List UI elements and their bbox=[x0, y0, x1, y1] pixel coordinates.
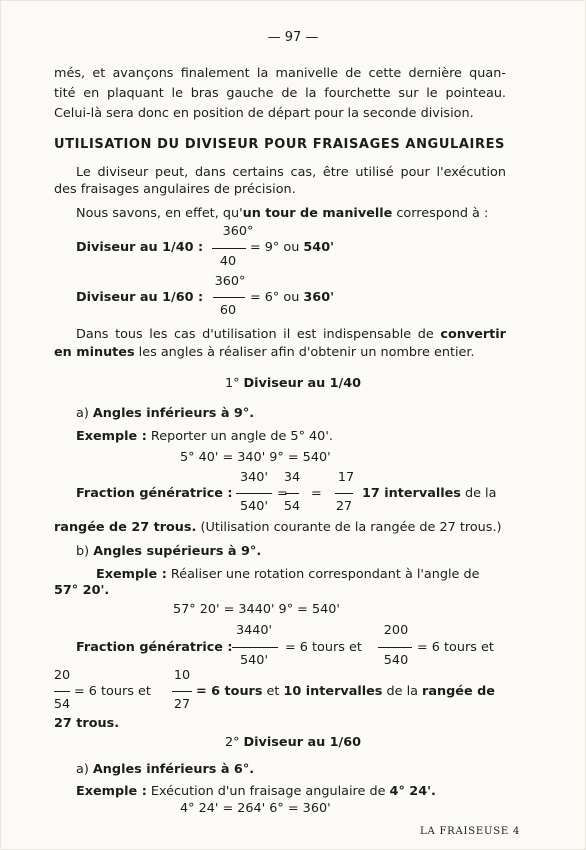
conversion-line: 4° 24' = 264' 6° = 360' bbox=[180, 801, 331, 816]
fraction-result: = 6° ou 360' bbox=[250, 290, 335, 305]
example-line: Exemple : Reporter un angle de 5° 40'. bbox=[76, 429, 333, 444]
generating-fraction-label: Fraction génératrice : bbox=[76, 486, 233, 501]
fraction-tail: = 6 tours et 10 intervalles de la rangée de bbox=[196, 684, 495, 699]
fraction-numerator: 360° bbox=[222, 224, 254, 239]
subsection-title: 2° Diviseur au 1/60 bbox=[224, 735, 362, 750]
paragraph-line: en minutes les angles à réaliser afin d'obtenir un nombre entier. bbox=[54, 345, 475, 360]
fraction-bar bbox=[378, 647, 412, 648]
paragraph-line: més, et avançons finalement la manivelle de cette dernière quan- bbox=[54, 66, 506, 81]
fraction-result: = 6 tours et bbox=[417, 640, 494, 655]
fraction-denominator: 54 bbox=[53, 697, 71, 712]
fraction-numerator: 340' bbox=[240, 470, 268, 485]
fraction-denominator: 54 bbox=[283, 499, 301, 514]
case-a-heading: a) Angles inférieurs à 6°. bbox=[76, 762, 255, 777]
example-angle: 57° 20'. bbox=[54, 583, 110, 598]
conversion-line: 57° 20' = 3440' 9° = 540' bbox=[173, 602, 340, 617]
fraction-bar bbox=[285, 493, 299, 494]
conversion-line: 5° 40' = 340' 9° = 540' bbox=[180, 450, 331, 465]
fraction-numerator: 10 bbox=[173, 668, 191, 683]
fraction-result: = 6 tours et bbox=[285, 640, 362, 655]
fraction-bar bbox=[232, 647, 278, 648]
fraction-denominator: 27 bbox=[173, 697, 191, 712]
fraction-numerator: 200 bbox=[383, 623, 409, 638]
fraction-denominator: 60 bbox=[219, 303, 237, 318]
paragraph-line: rangée de 27 trous. (Utilisation courante de la rangée de 27 trous.) bbox=[54, 520, 502, 535]
equals-sign: = bbox=[311, 486, 322, 501]
fraction-tail: 17 intervalles de la bbox=[362, 486, 497, 501]
fraction-bar bbox=[172, 691, 192, 692]
fraction-numerator: 17 bbox=[337, 470, 355, 485]
fraction-bar bbox=[335, 493, 353, 494]
fraction-result: = 6 tours et bbox=[74, 684, 151, 699]
fraction-bar bbox=[213, 297, 245, 298]
paragraph-line: 27 trous. bbox=[54, 716, 120, 731]
paragraph-line: Le diviseur peut, dans certains cas, être utilisé pour l'exécution bbox=[76, 165, 506, 180]
paragraph-line: tité en plaquant le bras gauche de la fourchette sur le pointeau. bbox=[54, 86, 506, 101]
fraction-bar bbox=[212, 248, 246, 249]
fraction-bar bbox=[236, 493, 272, 494]
fraction-denominator: 540' bbox=[240, 499, 268, 514]
equals-sign: = bbox=[277, 486, 288, 501]
fraction-bar bbox=[54, 691, 70, 692]
divider-40-label: Diviseur au 1/40 : bbox=[76, 240, 204, 255]
fraction-denominator: 40 bbox=[219, 254, 237, 269]
example-line: Exemple : Réaliser une rotation correspondant à l'angle de bbox=[96, 567, 480, 582]
example-line: Exemple : Exécution d'un fraisage angulaire de 4° 24'. bbox=[76, 784, 436, 799]
statement-line: Nous savons, en effet, qu'un tour de manivelle correspond à : bbox=[76, 206, 489, 221]
paragraph-line: Dans tous les cas d'utilisation il est indispensable de convertir bbox=[76, 327, 506, 342]
fraction-numerator: 20 bbox=[53, 668, 71, 683]
page-number: — 97 — bbox=[267, 30, 319, 45]
running-footer: LA FRAISEUSE 4 bbox=[420, 826, 521, 837]
paragraph-line: Celui-là sera donc en position de départ pour la seconde division. bbox=[54, 106, 474, 121]
subsection-title: 1° Diviseur au 1/40 bbox=[224, 376, 362, 391]
fraction-numerator: 34 bbox=[283, 470, 301, 485]
fraction-denominator: 27 bbox=[335, 499, 353, 514]
case-a-heading: a) Angles inférieurs à 9°. bbox=[76, 406, 255, 421]
divider-60-label: Diviseur au 1/60 : bbox=[76, 290, 204, 305]
section-heading: UTILISATION DU DIVISEUR POUR FRAISAGES ANGULAIRES bbox=[54, 137, 506, 152]
paragraph-line: des fraisages angulaires de précision. bbox=[54, 182, 296, 197]
generating-fraction-label: Fraction génératrice : bbox=[76, 640, 233, 655]
case-b-heading: b) Angles supérieurs à 9°. bbox=[76, 544, 262, 559]
fraction-numerator: 3440' bbox=[235, 623, 273, 638]
fraction-result: = 9° ou 540' bbox=[250, 240, 335, 255]
fraction-denominator: 540' bbox=[240, 653, 268, 668]
fraction-numerator: 360° bbox=[214, 274, 246, 289]
fraction-denominator: 540 bbox=[383, 653, 409, 668]
